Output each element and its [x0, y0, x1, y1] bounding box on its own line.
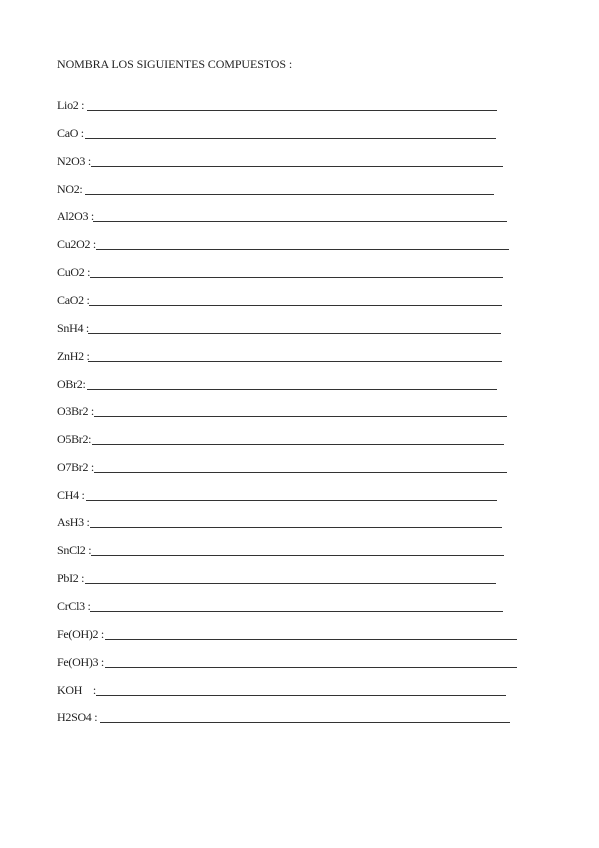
compound-label: OBr2:: [57, 377, 86, 391]
compound-label: Al2O3 :: [57, 209, 94, 223]
compound-label: Lio2 :: [57, 98, 85, 112]
compound-row: [57, 403, 94, 419]
compound-row: [57, 459, 94, 475]
compound-row: [57, 125, 84, 141]
compound-label: H2SO4 :: [57, 710, 98, 724]
answer-line[interactable]: [88, 361, 502, 362]
compound-row: [57, 292, 90, 308]
compound-label: SnH4 :: [57, 321, 89, 335]
answer-line[interactable]: [96, 695, 506, 696]
compound-label: SnCl2 :: [57, 543, 92, 557]
answer-line[interactable]: [87, 389, 497, 390]
compound-label: N2O3 :: [57, 154, 91, 168]
compound-label: O5Br2:: [57, 432, 92, 446]
compound-label: PbI2 :: [57, 571, 85, 585]
answer-line[interactable]: [91, 166, 503, 167]
answer-line[interactable]: [90, 277, 503, 278]
answer-line[interactable]: [85, 583, 496, 584]
compound-label: CH4 :: [57, 488, 85, 502]
compound-label: Fe(OH)2 :: [57, 627, 104, 641]
compound-label: ZnH2 :: [57, 349, 90, 363]
compound-row: [57, 514, 90, 530]
answer-line[interactable]: [94, 472, 507, 473]
compound-label: NO2:: [57, 182, 83, 196]
worksheet-title: NOMBRA LOS SIGUIENTES COMPUESTOS :: [57, 57, 293, 71]
compound-row: [57, 348, 90, 364]
compound-row: [57, 682, 96, 698]
answer-line[interactable]: [91, 555, 504, 556]
compound-row: [57, 320, 89, 336]
compound-label: CrCl3 :: [57, 599, 91, 613]
answer-line[interactable]: [85, 138, 496, 139]
answer-line[interactable]: [88, 333, 501, 334]
answer-line[interactable]: [94, 416, 507, 417]
answer-line[interactable]: [96, 249, 509, 250]
answer-line[interactable]: [90, 611, 503, 612]
compound-row: [57, 97, 84, 113]
answer-line[interactable]: [105, 639, 517, 640]
compound-row: [57, 709, 97, 725]
compound-row: [57, 570, 84, 586]
compound-row: [57, 598, 91, 614]
answer-line[interactable]: [92, 444, 504, 445]
answer-line[interactable]: [89, 305, 502, 306]
compound-label: KOH :: [57, 683, 96, 697]
compound-row: [57, 626, 104, 642]
compound-row: [57, 208, 94, 224]
answer-line[interactable]: [85, 194, 494, 195]
answer-line[interactable]: [87, 110, 497, 111]
answer-line[interactable]: [93, 221, 507, 222]
compound-label: O7Br2 :: [57, 460, 94, 474]
answer-line[interactable]: [100, 722, 510, 723]
compound-label: CaO2 :: [57, 293, 90, 307]
compound-row: [57, 431, 91, 447]
compound-label: Cu2O2 :: [57, 237, 96, 251]
compound-label: AsH3 :: [57, 515, 90, 529]
compound-label: O3Br2 :: [57, 404, 94, 418]
compound-row: [57, 376, 86, 392]
compound-row: [57, 487, 85, 503]
compound-label: Fe(OH)3 :: [57, 655, 104, 669]
answer-line[interactable]: [86, 500, 497, 501]
compound-row: [57, 153, 91, 169]
compound-row: [57, 542, 91, 558]
answer-line[interactable]: [90, 527, 502, 528]
compound-row: [57, 181, 82, 197]
compound-row: [57, 264, 90, 280]
compound-row: [57, 654, 104, 670]
compound-label: CaO :: [57, 126, 84, 140]
compound-label: CuO2 :: [57, 265, 91, 279]
compound-row: [57, 236, 96, 252]
answer-line[interactable]: [105, 667, 517, 668]
